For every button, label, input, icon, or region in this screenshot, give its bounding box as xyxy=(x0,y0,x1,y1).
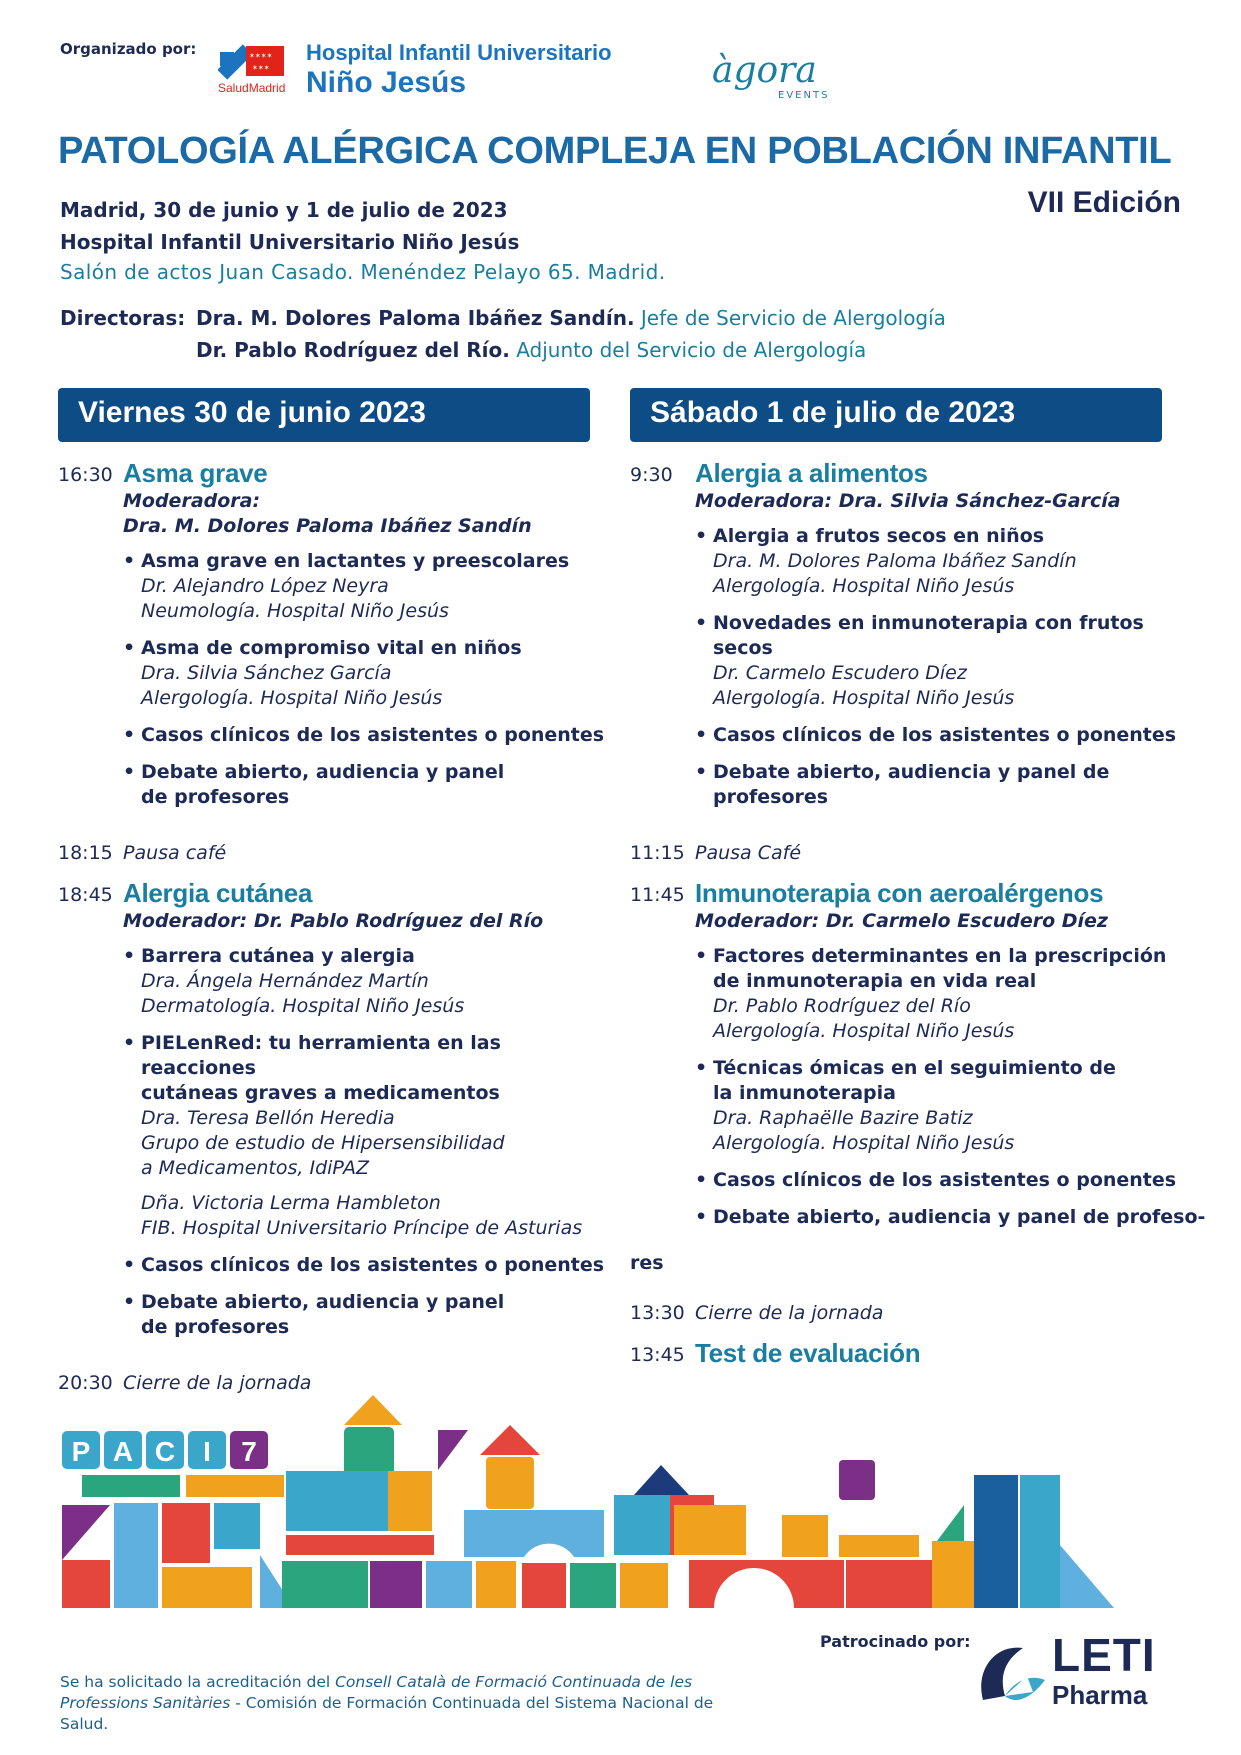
talk-title: Asma de compromiso vital en niños xyxy=(141,637,522,659)
talk-affiliation: Alergología. Hospital Niño Jesús xyxy=(713,575,1015,597)
director-role: Jefe de Servicio de Alergología xyxy=(640,306,946,330)
bullet-icon: • xyxy=(695,1169,708,1191)
sponsor-name: LETI xyxy=(1052,1629,1156,1681)
talk-affiliation: a Medicamentos, IdiPAZ xyxy=(141,1157,369,1179)
talk-item xyxy=(123,1290,618,1340)
bullet-icon: • xyxy=(695,1057,708,1079)
session-moderator xyxy=(123,489,618,539)
moderator-label: Moderadora: xyxy=(123,490,261,512)
talk-item xyxy=(123,549,618,624)
talk-item xyxy=(695,611,1210,711)
session-time: 9:30 xyxy=(630,464,673,486)
talk-title-cont: de profesores xyxy=(141,786,290,808)
accreditation-text-end: - Comisión de Formación Continuada del Sistema Nacional de Salud. xyxy=(60,1694,714,1733)
moderator-name: Dra. M. Dolores Paloma Ibáñez Sandín xyxy=(123,515,532,537)
closing-label: Cierre de la jornada xyxy=(123,1372,312,1394)
session-inmunoterapia xyxy=(630,878,1210,1242)
hospital-name-line2: Niño Jesús xyxy=(306,66,467,99)
talk-item xyxy=(123,760,618,810)
talk-item xyxy=(695,1205,1210,1230)
session-title: Alergia a alimentos xyxy=(695,458,928,488)
session-closing xyxy=(58,1366,618,1394)
talk-item xyxy=(695,723,1210,748)
session-time: 16:30 xyxy=(58,464,113,486)
bullet-icon: • xyxy=(123,1291,136,1313)
session-title: Inmunoterapia con aeroalérgenos xyxy=(695,878,1104,908)
talk-item xyxy=(123,723,618,748)
talk-title: Alergia a frutos secos en niños xyxy=(713,525,1045,547)
session-time: 13:30 xyxy=(630,1302,685,1324)
sponsor-label: Patrocinado por: xyxy=(820,1632,971,1651)
talk-item xyxy=(695,1168,1210,1193)
director-1 xyxy=(196,306,946,330)
session-time: 11:45 xyxy=(630,884,685,906)
talk-item xyxy=(123,944,618,1019)
svg-text:✶✶✶: ✶✶✶ xyxy=(252,64,270,72)
salud-madrid-logo xyxy=(218,44,298,100)
talk-item xyxy=(123,1031,618,1241)
director-name: Dra. M. Dolores Paloma Ibáñez Sandín. xyxy=(196,306,635,330)
talk-title-cont: de profesores xyxy=(141,1316,290,1338)
session-asma-grave xyxy=(58,458,618,822)
session-title: Alergia cutánea xyxy=(123,878,313,908)
accreditation-text: Se ha solicitado la acreditación del xyxy=(60,1673,336,1691)
session-break xyxy=(630,836,1210,864)
sponsor-sub: Pharma xyxy=(1052,1680,1148,1710)
session-time: 18:15 xyxy=(58,842,113,864)
talk-item xyxy=(695,1056,1210,1156)
leti-logo-icon xyxy=(975,1640,1047,1712)
session-moderator: Moderadora: Dra. Silvia Sánchez-García xyxy=(695,490,1121,512)
event-date-place: Madrid, 30 de junio y 1 de julio de 2023 xyxy=(60,198,508,222)
bullet-icon: • xyxy=(695,612,708,634)
talk-item xyxy=(123,1253,618,1278)
session-title: Test de evaluación xyxy=(695,1338,921,1368)
tile-letter: A xyxy=(112,1436,134,1467)
talk-title: Casos clínicos de los asistentes o ponentes xyxy=(141,724,605,746)
session-time: 20:30 xyxy=(58,1372,113,1394)
directors-label: Directoras: xyxy=(60,306,186,330)
talk-affiliation: Neumología. Hospital Niño Jesús xyxy=(141,600,449,622)
talk-title-cont: la inmunoterapia xyxy=(713,1082,896,1104)
bullet-icon: • xyxy=(123,550,136,572)
tile-letter: I xyxy=(203,1436,211,1467)
bullet-icon: • xyxy=(123,637,136,659)
talk-affiliation: Alergología. Hospital Niño Jesús xyxy=(713,1020,1015,1042)
svg-text:✶✶✶✶: ✶✶✶✶ xyxy=(249,52,273,60)
talk-speaker: Dña. Victoria Lerma Hambleton xyxy=(141,1192,441,1214)
agora-logo-sub: EVENTS xyxy=(778,90,830,101)
bullet-icon: • xyxy=(695,525,708,547)
director-role: Adjunto del Servicio de Alergología xyxy=(516,338,867,362)
talk-speaker: Dr. Carmelo Escudero Díez xyxy=(713,662,967,684)
talk-title: Novedades en inmunoterapia con frutos secos xyxy=(713,612,1144,659)
session-moderator: Moderador: Dr. Pablo Rodríguez del Río xyxy=(123,910,544,932)
talk-speaker: Dr. Alejandro López Neyra xyxy=(141,575,389,597)
talk-title: Casos clínicos de los asistentes o ponentes xyxy=(141,1254,605,1276)
talk-item xyxy=(695,524,1210,599)
talk-title: Casos clínicos de los asistentes o ponentes xyxy=(713,724,1177,746)
talk-title: Técnicas ómicas en el seguimiento de xyxy=(713,1057,1116,1079)
bullet-icon: • xyxy=(123,724,136,746)
event-title: PATOLOGÍA ALÉRGICA COMPLEJA EN POBLACIÓN INFANTIL xyxy=(58,130,1172,172)
break-label: Pausa Café xyxy=(695,842,802,864)
talk-speaker: Dr. Pablo Rodríguez del Río xyxy=(713,995,971,1017)
bullet-icon: • xyxy=(123,761,136,783)
session-test xyxy=(630,1338,1210,1369)
session-time: 18:45 xyxy=(58,884,113,906)
event-hospital: Hospital Infantil Universitario Niño Jesús xyxy=(60,230,520,254)
director-2 xyxy=(196,338,866,362)
break-label: Pausa café xyxy=(123,842,227,864)
event-edition: VII Edición xyxy=(1027,186,1181,219)
agora-events-logo xyxy=(708,48,848,104)
tile-letter: C xyxy=(154,1436,176,1467)
event-venue: Salón de actos Juan Casado. Menéndez Pelayo 65. Madrid. xyxy=(60,260,666,284)
day1-program xyxy=(58,458,618,1408)
session-alergia-alimentos xyxy=(630,458,1210,822)
talk-title: Casos clínicos de los asistentes o ponentes xyxy=(713,1169,1177,1191)
session-closing xyxy=(630,1296,1210,1324)
talk-item xyxy=(695,760,1210,810)
talk-affiliation: FIB. Hospital Universitario Príncipe de Asturias xyxy=(141,1217,583,1239)
bullet-icon: • xyxy=(123,1032,136,1054)
tile-letter: 7 xyxy=(241,1436,257,1467)
talk-speaker: Dra. M. Dolores Paloma Ibáñez Sandín xyxy=(713,550,1077,572)
talk-title-cont: de inmunoterapia en vida real xyxy=(713,970,1037,992)
day2-program xyxy=(630,458,1210,1383)
talk-title: PIELenRed: tu herramienta en las reacciones xyxy=(141,1032,501,1079)
agora-logo-text: àgora xyxy=(712,50,817,91)
session-title: Asma grave xyxy=(123,458,268,488)
talk-item xyxy=(695,944,1210,1044)
session-time: 13:45 xyxy=(630,1344,685,1366)
building-blocks-illustration xyxy=(54,1395,1184,1610)
bullet-icon: • xyxy=(695,761,708,783)
talk-title: Debate abierto, audiencia y panel de profeso- xyxy=(713,1206,1206,1228)
talk-item xyxy=(123,636,618,711)
talk-speaker: Dra. Teresa Bellón Heredia xyxy=(141,1107,395,1129)
session-break xyxy=(58,836,618,864)
talk-title: Barrera cutánea y alergia xyxy=(141,945,415,967)
talk-speaker: Dra. Silvia Sánchez García xyxy=(141,662,392,684)
talk-affiliation: Grupo de estudio de Hipersensibilidad xyxy=(141,1132,505,1154)
talk-title: Debate abierto, audiencia y panel de profesores xyxy=(713,761,1110,808)
day1-header: Viernes 30 de junio 2023 xyxy=(58,388,590,442)
talk-title-cont: cutáneas graves a medicamentos xyxy=(141,1082,500,1104)
talk-affiliation: Alergología. Hospital Niño Jesús xyxy=(713,687,1015,709)
bullet-icon: • xyxy=(123,1254,136,1276)
bullet-icon: • xyxy=(123,945,136,967)
talk-title: Asma grave en lactantes y preescolares xyxy=(141,550,570,572)
session-alergia-cutanea xyxy=(58,878,618,1352)
bullet-icon: • xyxy=(695,724,708,746)
talk-affiliation: Alergología. Hospital Niño Jesús xyxy=(141,687,443,709)
organized-by-label: Organizado por: xyxy=(60,40,197,58)
accreditation-note xyxy=(60,1672,720,1735)
talk-title-tail: res xyxy=(630,1252,664,1274)
talk-speaker: Dra. Ángela Hernández Martín xyxy=(141,970,429,992)
talk-title: Debate abierto, audiencia y panel xyxy=(141,1291,505,1313)
day2-header: Sábado 1 de julio de 2023 xyxy=(630,388,1162,442)
bullet-icon: • xyxy=(695,1206,708,1228)
talk-title: Factores determinantes en la prescripción xyxy=(713,945,1167,967)
session-moderator: Moderador: Dr. Carmelo Escudero Díez xyxy=(695,910,1108,932)
talk-affiliation: Alergología. Hospital Niño Jesús xyxy=(713,1132,1015,1154)
talk-title: Debate abierto, audiencia y panel xyxy=(141,761,505,783)
tile-letter: P xyxy=(71,1436,91,1467)
closing-label: Cierre de la jornada xyxy=(695,1302,884,1324)
paci7-tiles xyxy=(62,1431,268,1469)
bullet-icon: • xyxy=(695,945,708,967)
director-name: Dr. Pablo Rodríguez del Río. xyxy=(196,338,510,362)
salud-madrid-text: SaludMadrid xyxy=(218,81,286,95)
talk-speaker: Dra. Raphaëlle Bazire Batiz xyxy=(713,1107,973,1129)
hospital-name-line1: Hospital Infantil Universitario xyxy=(306,40,612,65)
accreditation-body: Consell Català de Formació Continuada de les Professions Sanitàries xyxy=(60,1673,693,1712)
talk-affiliation: Dermatología. Hospital Niño Jesús xyxy=(141,995,465,1017)
session-time: 11:15 xyxy=(630,842,685,864)
